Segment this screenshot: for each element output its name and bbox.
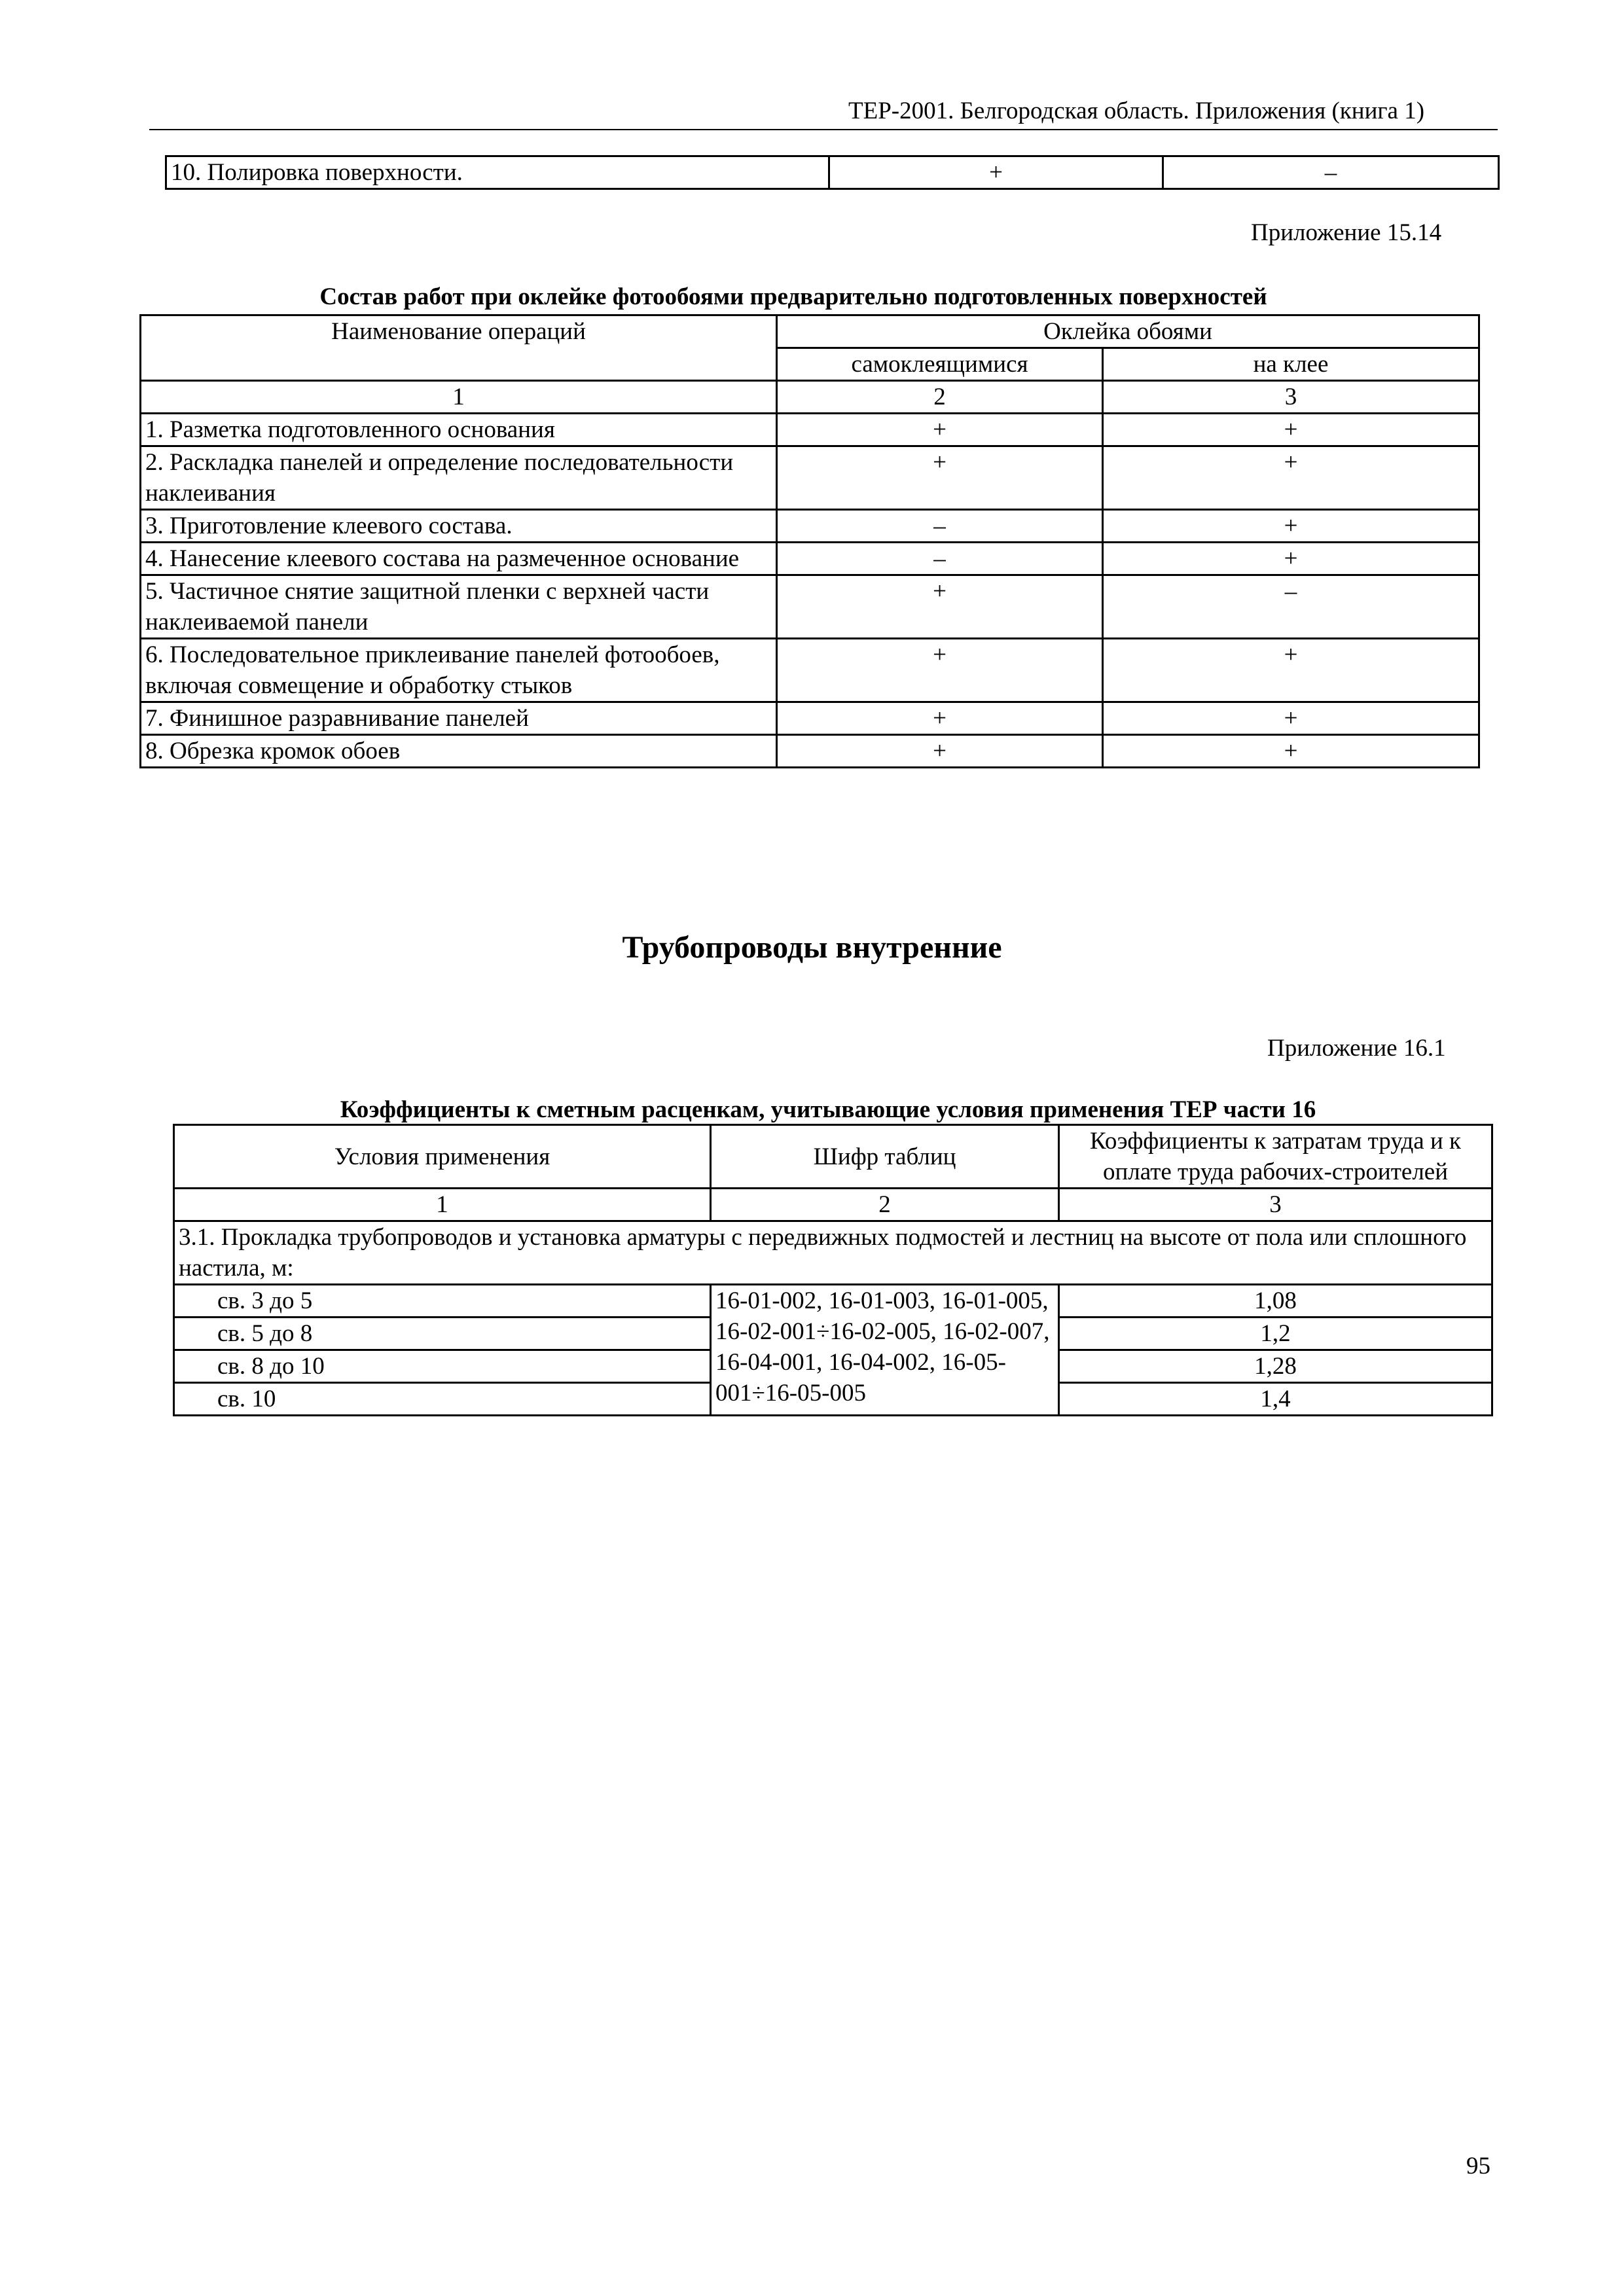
- column-number: 3: [1059, 1189, 1492, 1221]
- header-operations: Наименование операций: [141, 315, 777, 381]
- cell-value: +: [1103, 543, 1479, 575]
- table-row: [141, 510, 1479, 543]
- cell-value: +: [829, 156, 1163, 189]
- table-row: [141, 543, 1479, 575]
- operation-name: 8. Обрезка кромок обоев: [141, 735, 777, 768]
- operation-name: 1. Разметка подготовленного основания: [141, 414, 777, 446]
- table-row: [141, 414, 1479, 446]
- header-coefficients: Коэффициенты к затратам труда и к оплате труда рабочих-строителей: [1059, 1125, 1492, 1189]
- header-code: Шифр таблиц: [711, 1125, 1059, 1189]
- cell-value: +: [1103, 414, 1479, 446]
- cell-value: +: [777, 446, 1103, 510]
- table-caption: Коэффициенты к сметным расценкам, учитывающие условия применения ТЕР части 16: [340, 1096, 1316, 1123]
- condition-range: св. 5 до 8: [174, 1318, 711, 1350]
- column-number: 1: [174, 1189, 711, 1221]
- coefficient-value: 1,4: [1059, 1383, 1492, 1416]
- page-number: 95: [1466, 2153, 1490, 2179]
- table-row: [141, 735, 1479, 768]
- column-number: 3: [1103, 381, 1479, 414]
- table-caption: Состав работ при оклейке фотообоями предварительно подготовленных поверхностей: [319, 283, 1267, 310]
- cell-value: +: [1103, 446, 1479, 510]
- header-conditions: Условия применения: [174, 1125, 711, 1189]
- previous-table-continuation: [165, 155, 1500, 190]
- column-number-row: [174, 1189, 1492, 1221]
- table-row: [141, 575, 1479, 639]
- cell-value: –: [1163, 156, 1499, 189]
- table-row: [166, 156, 1499, 189]
- operation-name: 2. Раскладка панелей и определение последовательности наклеивания: [141, 446, 777, 510]
- header-wallpaper: Оклейка обоями: [777, 315, 1479, 348]
- cell-value: +: [1103, 702, 1479, 735]
- group-row: [174, 1221, 1492, 1285]
- appendix-label: Приложение 16.1: [1267, 1035, 1446, 1062]
- table-row: [141, 446, 1479, 510]
- cell-value: +: [777, 735, 1103, 768]
- header-rule: [149, 129, 1498, 130]
- header-self-adhesive: самоклеящимися: [777, 348, 1103, 381]
- cell-value: +: [777, 639, 1103, 702]
- coefficient-value: 1,2: [1059, 1318, 1492, 1350]
- coefficients-table: [173, 1124, 1493, 1416]
- operation-name: 10. Полировка поверхности.: [166, 156, 829, 189]
- cell-value: +: [777, 575, 1103, 639]
- header-row: [174, 1125, 1492, 1189]
- cell-value: –: [777, 543, 1103, 575]
- operation-name: 3. Приготовление клеевого состава.: [141, 510, 777, 543]
- running-header: ТЕР-2001. Белгородская область. Приложения (книга 1): [848, 98, 1425, 124]
- coefficient-value: 1,28: [1059, 1350, 1492, 1383]
- column-number: 2: [777, 381, 1103, 414]
- cell-value: +: [1103, 510, 1479, 543]
- header-row: [141, 315, 1479, 348]
- cell-value: –: [1103, 575, 1479, 639]
- operation-name: 7. Финишное разравнивание панелей: [141, 702, 777, 735]
- cell-value: –: [777, 510, 1103, 543]
- appendix-label: Приложение 15.14: [1251, 219, 1442, 246]
- column-number: 1: [141, 381, 777, 414]
- condition-range: св. 8 до 10: [174, 1350, 711, 1383]
- cell-value: +: [777, 702, 1103, 735]
- condition-range: св. 10: [174, 1383, 711, 1416]
- table-row: [174, 1285, 1492, 1318]
- section-title: Трубопроводы внутренние: [622, 930, 1002, 965]
- operation-name: 4. Нанесение клеевого состава на размеченное основание: [141, 543, 777, 575]
- operation-name: 6. Последовательное приклеивание панелей фотообоев, включая совмещение и обработку стыков: [141, 639, 777, 702]
- column-number: 2: [711, 1189, 1059, 1221]
- table-row: [141, 639, 1479, 702]
- table-codes: 16-01-002, 16-01-003, 16-01-005, 16-02-001÷16-02-005, 16-02-007, 16-04-001, 16-04-002, 16-05-001÷16-05-005: [711, 1285, 1059, 1416]
- cell-value: +: [777, 414, 1103, 446]
- column-number-row: [141, 381, 1479, 414]
- header-glue: на клее: [1103, 348, 1479, 381]
- group-description: 3.1. Прокладка трубопроводов и установка арматуры с передвижных подмостей и лестниц на высоте от пола или сплошного настила, м:: [174, 1221, 1492, 1285]
- condition-range: св. 3 до 5: [174, 1285, 711, 1318]
- operation-name: 5. Частичное снятие защитной пленки с верхней части наклеиваемой панели: [141, 575, 777, 639]
- table-row: [141, 702, 1479, 735]
- cell-value: +: [1103, 735, 1479, 768]
- cell-value: +: [1103, 639, 1479, 702]
- coefficient-value: 1,08: [1059, 1285, 1492, 1318]
- wallpaper-operations-table: [139, 314, 1480, 768]
